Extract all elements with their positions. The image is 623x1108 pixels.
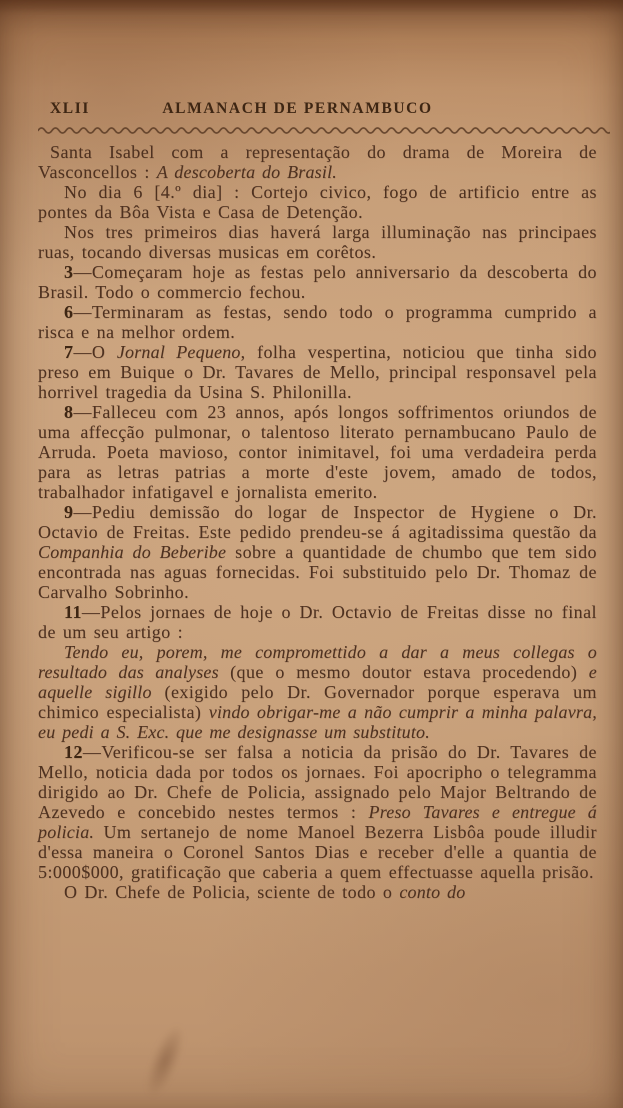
entry-number: 6 [64, 302, 74, 322]
entry-number: 3 [64, 262, 74, 282]
text-segment: —Começaram hoje as festas pelo anniversario da descoberta do Brasil. Todo o commercio fechou. [38, 262, 597, 302]
entry-number: 12 [64, 742, 83, 762]
text-segment: sobre a quantidade de chumbo que tem sido encontrada nas aguas fornecidas. Foi substituido pelo Dr. Thomaz de Carvalho Sobrinho. [38, 542, 597, 602]
text-segment: (exigido pelo Dr. Governador porque esperava um chimico especialista) [38, 682, 597, 722]
body-paragraph [38, 642, 597, 742]
text-segment: Preso Tavares e entregue á policia. [38, 802, 598, 842]
body-paragraph [38, 222, 597, 262]
text-segment: —Verificou-se ser falsa a noticia da prisão do Dr. Tavares de Mello, noticia dada por todos os jornaes. Foi apocripho o telegramma dirigido ao Dr. Chefe de Policia, assignado pelo Major Beltrando de Azevedo e concebido nestes termos : [38, 742, 597, 822]
body-paragraph [38, 342, 597, 402]
text-segment: Jornal Pequeno [116, 342, 241, 362]
body-paragraph [38, 602, 597, 642]
entry-number: 7 [64, 342, 74, 362]
ink-smudge [138, 1020, 191, 1102]
text-segment: No dia 6 [4.º dia] : Cortejo civico, fogo de artificio entre as pontes da Bôa Vista e Casa de Detenção. [38, 182, 597, 222]
body-paragraph [38, 742, 597, 882]
entry-number: 11 [64, 602, 82, 622]
header-page-number: XLII [50, 100, 90, 117]
text-segment: —O [73, 342, 117, 362]
text-segment: (que o mesmo doutor estava procedendo) [230, 662, 589, 682]
entry-number: 8 [64, 402, 74, 422]
text-segment: —Falleceu com 23 annos, após longos soffrimentos oriundos de uma affecção pulmonar, o talentoso literato pernambucano Paulo de Arruda. Poeta mavioso, contor inimitavel, foi uma verdadeira perda para as letras patrias a morte d'este jovem, amado de todos, trabalhador infatigavel e jornalista emerito. [38, 402, 597, 502]
wavy-rule [38, 126, 610, 135]
text-segment: A descoberta do Brasil. [156, 162, 337, 182]
text-segment: Companhia do Beberibe [38, 542, 227, 562]
text-segment: vindo obrigar-me a não cumprir a minha palavra, eu pedi a S. Exc. que me designasse um substituto. [38, 702, 597, 742]
body-paragraph [38, 142, 597, 182]
text-segment: , folha vespertina, noticiou que tinha sido preso em Buique o Dr. Tavares de Mello, principal responsavel pela horrivel tragedia da Usina S. Philonilla. [38, 342, 597, 402]
text-segment: —Pelos jornaes de hoje o Dr. Octavio de Freitas disse no final de um seu artigo : [38, 602, 597, 642]
body-paragraph [38, 262, 597, 302]
text-segment: O Dr. Chefe de Policia, sciente de todo o [64, 882, 400, 902]
text-segment: Um sertanejo de nome Manoel Bezerra Lisbôa poude illudir d'essa maneira o Coronel Santos Dias e receber d'elle a quantia de 5:000$000, gratificação que caberia a quem effectuasse aquella prisão. [38, 822, 597, 882]
text-segment: Tendo eu, porem, me compromettido a dar a meus collegas o resultado das analyses [38, 642, 597, 682]
text-segment: e aquelle sigillo [38, 662, 597, 702]
text-segment: —Terminaram as festas, sendo todo o programma cumprido a risca e na melhor ordem. [38, 302, 597, 342]
body-text [38, 142, 597, 902]
body-paragraph [38, 402, 597, 502]
wavy-rule-path [38, 128, 610, 133]
text-segment: conto do [399, 882, 466, 902]
body-paragraph [38, 302, 597, 342]
text-segment: —Pediu demissão do logar de Inspector de Hygiene o Dr. Octavio de Freitas. Este pedido prendeu-se á agitadissima questão da [38, 502, 597, 542]
text-segment: Nos tres primeiros dias haverá larga illuminação nas principaes ruas, tocando diversas musicas em corêtos. [38, 222, 597, 262]
header-title: ALMANACH DE PERNAMBUCO [162, 100, 433, 117]
body-paragraph [38, 882, 597, 902]
entry-number: 9 [64, 502, 74, 522]
running-header [38, 100, 597, 122]
body-paragraph [38, 182, 597, 222]
text-segment: Santa Isabel com a representação do drama de Moreira de Vasconcellos : [38, 142, 597, 182]
body-paragraph [38, 502, 597, 602]
